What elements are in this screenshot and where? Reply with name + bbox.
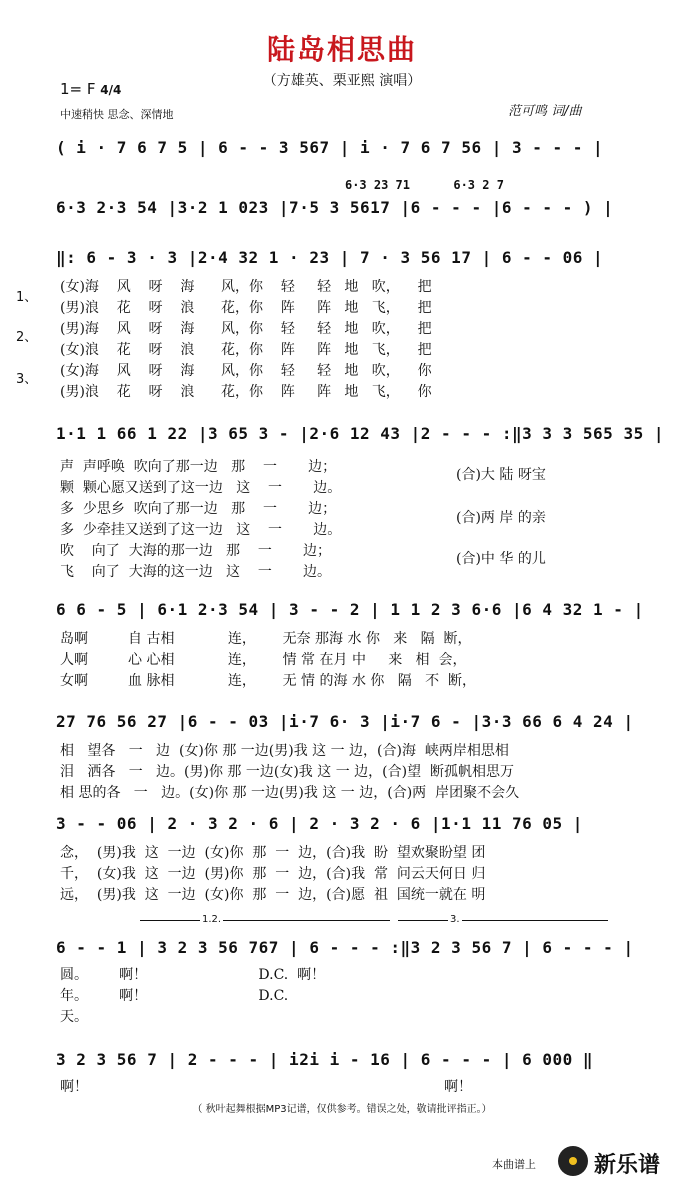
lyric-line: 相 望各 一 边 (女)你 那 一边(男)我 这 一 边，(合)海 峡两岸相思相: [60, 743, 509, 759]
score-line-2-upper: 6·3 23 71 6·3 2 7: [56, 178, 504, 192]
score-line-5: 6 6 - 5 | 6·1 2·3 54 | 3 - - 2 | 1 1 2 3 6·6 |6 4 32 1 - |: [56, 600, 644, 619]
lyric-line: 远， (男)我 这 一边 (女)你 那 一 边，(合)愿 祖 国统一就在 明: [60, 887, 486, 903]
score-line-6: 27 76 56 27 |6 - - 03 |i·7 6· 3 |i·7 6 - |3·3 66 6 4 24 |: [56, 712, 634, 731]
lyric-line: 颗 颗心愿又送到了这一边 这 一 边。: [60, 480, 342, 496]
brand-prefix: 本曲谱上: [492, 1158, 536, 1171]
volta-bracket-1: 1.2.: [140, 920, 390, 921]
brand-name: 新乐谱: [594, 1153, 661, 1178]
lyric-line: 声 声呼唤 吹向了那一边 那 一 边；: [60, 459, 337, 475]
chorus-note: (合)中 华 的儿: [456, 551, 546, 567]
lyric-line: (女)浪 花 呀 浪 花，你 阵 阵 地 飞， 把: [60, 342, 432, 358]
chorus-note: (合)两 岸 的亲: [456, 510, 546, 526]
score-line-3: ‖: 6 - 3 · 3 |2·4 32 1 · 23 | 7 · 3 56 17 | 6 - - 06 |: [56, 248, 604, 267]
lyric-line: 啊！: [444, 1079, 472, 1095]
lyric-line: 吹 向了 大海的那一边 那 一 边；: [60, 543, 332, 559]
lyric-line: 圆。 啊！ D.C. 啊！: [60, 967, 326, 983]
credits: 范可鸣 词/曲: [508, 104, 582, 119]
score-line-8: 6 - - 1 | 3 2 3 56 767 | 6 - - - :‖3 2 3 56 7 | 6 - - - |: [56, 938, 634, 957]
score-line-2: 6·3 2·3 54 |3·2 1 023 |7·5 3 5617 |6 - - - |6 - - - ) |: [56, 198, 614, 217]
verse-label-2: 2、: [16, 330, 38, 345]
tempo-marking: 中速稍快 思念、深情地: [60, 108, 174, 121]
key-signature: 1= F 4/4: [60, 80, 122, 98]
chorus-note: (合)大 陆 呀宝: [456, 467, 546, 483]
score-line-7: 3 - - 06 | 2 · 3 2 · 6 | 2 · 3 2 · 6 |1·1 11 76 05 |: [56, 814, 583, 833]
record-logo-icon: [558, 1146, 588, 1176]
verse-label-1: 1、: [16, 290, 38, 305]
lyric-line: 飞 向了 大海的这一边 这 一 边。: [60, 564, 332, 580]
score-line-9: 3 2 3 56 7 | 2 - - - | i2i i - 16 | 6 - - - | 6 000 ‖: [56, 1050, 594, 1069]
lyric-line: 啊！: [60, 1079, 88, 1095]
lyric-line: (男)海 风 呀 海 风，你 轻 轻 地 吹， 把: [60, 321, 432, 337]
lyric-line: 岛啊 自 古相 连， 无奈 那海 水 你 来 隔 断，: [60, 631, 472, 647]
lyric-line: 念， (男)我 这 一边 (女)你 那 一 边，(合)我 盼 望欢聚盼望 团: [60, 845, 486, 861]
lyric-line: 天。: [60, 1009, 88, 1025]
time-signature: 4/4: [100, 83, 122, 97]
lyric-line: 人啊 心 心相 连， 情 常 在月 中 来 相 会，: [60, 652, 467, 668]
lyric-line: (女)海 风 呀 海 风，你 轻 轻 地 吹， 你: [60, 363, 432, 379]
lyric-line: 千， (女)我 这 一边 (男)你 那 一 边，(合)我 常 问云天何日 归: [60, 866, 486, 882]
volta-bracket-2: 3.: [398, 920, 608, 921]
lyric-line: (女)海 风 呀 海 风，你 轻 轻 地 吹， 把: [60, 279, 432, 295]
lyric-line: 多 少牵挂又送到了这一边 这 一 边。: [60, 522, 342, 538]
score-line-1: ( i · 7 6 7 5 | 6 - - 3 567 | i · 7 6 7 56 | 3 - - - |: [56, 138, 604, 157]
lyric-line: 多 少思乡 吹向了那一边 那 一 边；: [60, 501, 337, 517]
verse-label-3: 3、: [16, 372, 38, 387]
lyric-line: 泪 洒各 一 边。(男)你 那 一边(女)我 这 一 边，(合)望 断孤帆相思万: [60, 764, 514, 780]
lyric-line: 相 思的各 一 边。(女)你 那 一边(男)我 这 一 边，(合)两 岸团聚不会久: [60, 785, 520, 801]
transcription-note: （ 秋叶起舞根据MP3记谱，仅供参考。错误之处，敬请批评指正。）: [192, 1104, 492, 1115]
performers: （方雄英、栗亚熙 演唱）: [262, 73, 422, 89]
song-title: 陆岛相思曲: [266, 33, 417, 66]
lyric-line: 女啊 血 脉相 连， 无 情 的海 水 你 隔 不 断，: [60, 673, 477, 689]
lyric-line: (男)浪 花 呀 浪 花，你 阵 阵 地 飞， 把: [60, 300, 432, 316]
lyric-line: 年。 啊！ D.C.: [60, 988, 289, 1004]
lyric-line: (男)浪 花 呀 浪 花，你 阵 阵 地 飞， 你: [60, 384, 432, 400]
score-line-4: 1·1 1 66 1 22 |3 65 3 - |2·6 12 43 |2 - - - :‖3 3 3 565 35 |: [56, 424, 664, 443]
